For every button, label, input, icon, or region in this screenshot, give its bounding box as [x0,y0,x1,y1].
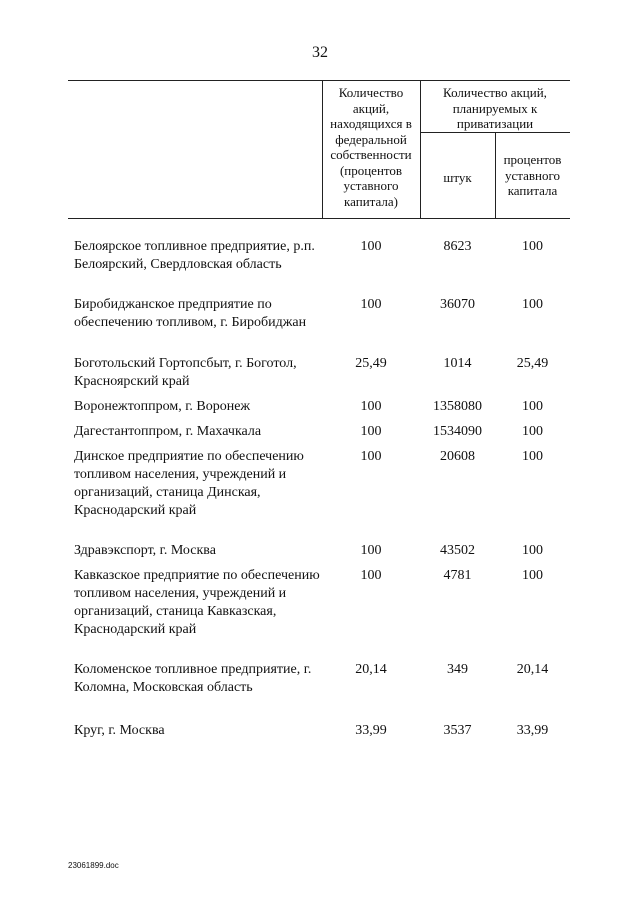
row-name: Коломенское топливное предприятие, г. Коломна, Московская область [74,662,312,695]
row-held: 100 [360,297,382,312]
row-held: 33,99 [355,723,387,738]
row-name: Биробиджанское предприятие по обеспечению топливом, г. Биробиджан [74,297,307,330]
row-units: 1014 [443,356,472,371]
row-percent: 100 [522,543,543,558]
row-name: Воронежтоппром, г. Воронеж [74,399,251,414]
row-held: 100 [360,239,382,254]
row-name: Дагестантоппром, г. Махачкала [74,424,262,439]
row-units: 4781 [443,568,472,583]
header-planned: Количество акций, планируемых к приватизации [443,85,547,131]
row-units: 1358080 [433,399,482,414]
row-name: Белоярское топливное предприятие, р.п. Белоярский, Свердловская область [74,239,315,272]
header-planned-percent: процентов уставного капитала [503,152,562,198]
row-units: 1534090 [433,424,482,439]
row-percent: 33,99 [516,723,549,738]
row-held: 100 [360,568,382,583]
row-name: Круг, г. Москва [74,723,165,738]
page-number: 32 [312,44,328,61]
row-percent: 100 [522,399,543,414]
header-held: Количество акций, находящихся в федеральной собственности (процентов уставного капитала) [330,85,412,209]
row-held: 100 [360,449,382,464]
header-top-rule [68,80,570,81]
row-held: 20,14 [355,662,387,677]
document-filename: 23061899.doc [68,861,119,870]
row-name: Динское предприятие по обеспечению топливом населения, учреждений и организаций, станица Динская, Краснодарский край [74,449,304,518]
row-units: 3537 [443,723,472,738]
row-percent: 100 [522,297,543,312]
header-planned-units: штук [443,170,472,185]
row-units: 36070 [440,297,475,312]
row-percent: 100 [522,424,543,439]
subheader-rule [420,132,570,133]
row-name: Здравэкспорт, г. Москва [74,543,216,558]
row-units: 8623 [443,239,472,254]
row-units: 349 [447,662,468,677]
row-held: 100 [360,424,382,439]
row-units: 20608 [440,449,475,464]
row-name: Кавказское предприятие по обеспечению топливом населения, учреждений и организаций, станица Кавказская, Краснодарский край [74,568,320,637]
row-percent: 100 [522,239,543,254]
row-percent: 20,14 [516,662,549,677]
row-percent: 100 [522,568,543,583]
row-held: 100 [360,399,382,414]
header-bottom-rule [68,218,570,219]
row-units: 43502 [440,543,475,558]
row-percent: 100 [522,449,543,464]
row-percent: 25,49 [516,356,549,371]
row-held: 25,49 [355,356,387,371]
row-held: 100 [360,543,382,558]
row-name: Боготольский Гортопсбыт, г. Боготол, Красноярский край [74,356,297,389]
